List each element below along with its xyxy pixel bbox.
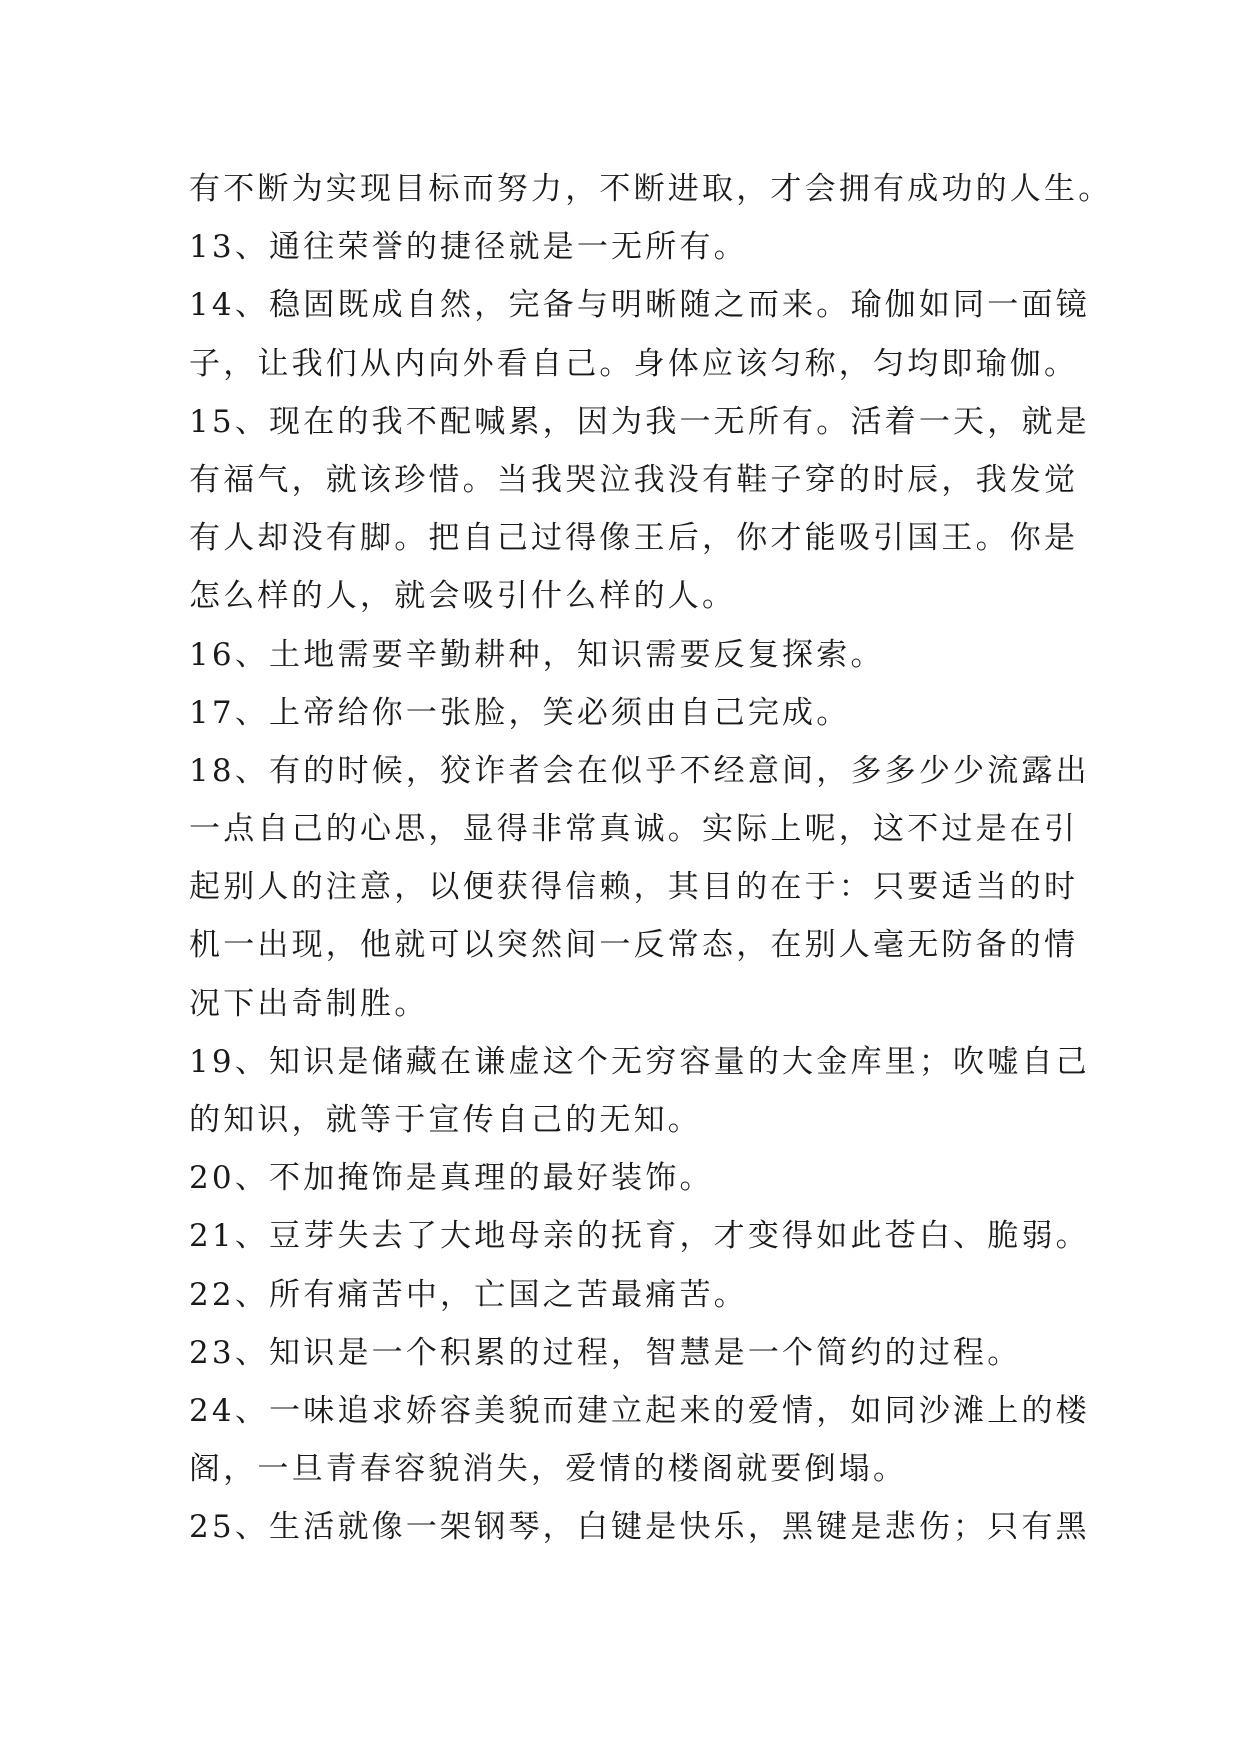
- text-line: 起别人的注意，以便获得信赖，其目的在于：只要适当的时: [189, 869, 1079, 906]
- text-line: 有人却没有脚。把自己过得像王后，你才能吸引国王。你是: [189, 520, 1079, 557]
- text-line: 况下出奇制胜。: [189, 985, 429, 1022]
- text-line: 有不断为实现目标而努力，不断进取，才会拥有成功的人生。: [189, 171, 1113, 207]
- text-line: 20、不加掩饰是真理的最好装饰。: [189, 1160, 714, 1197]
- text-line: 13、通往荣誉的捷径就是一无所有。: [189, 229, 748, 266]
- text-line: 18、有的时候，狡诈者会在似乎不经意间，多多少少流露出: [189, 752, 1090, 789]
- text-line: 22、所有痛苦中，亡国之苦最痛苦。: [189, 1276, 748, 1313]
- text-line: 有福气，就该珍惜。当我哭泣我没有鞋子穿的时辰，我发觉: [189, 461, 1079, 498]
- text-line: 14、稳固既成自然，完备与明晰随之而来。瑜伽如同一面镜: [189, 287, 1090, 324]
- text-line: 的知识，就等于宣传自己的无知。: [189, 1102, 702, 1138]
- text-line: 怎么样的人，就会吸引什么样的人。: [189, 578, 737, 615]
- text-line: 一点自己的心思，显得非常真诚。实际上呢，这不过是在引: [189, 811, 1079, 848]
- text-line: 23、知识是一个积累的过程，智慧是一个简约的过程。: [189, 1334, 1022, 1371]
- body-text: [189, 160, 1113, 1557]
- text-line: 16、土地需要辛勤耕种，知识需要反复探索。: [189, 636, 885, 673]
- text-line: 15、现在的我不配喊累，因为我一无所有。活着一天，就是: [189, 403, 1090, 440]
- text-line: 24、一味追求娇容美貌而建立起来的爱情，如同沙滩上的楼: [189, 1392, 1090, 1429]
- text-line: 子，让我们从内向外看自己。身体应该匀称，匀均即瑜伽。: [189, 345, 1079, 382]
- text-line: 机一出现，他就可以突然间一反常态，在别人毫无防备的情: [189, 927, 1079, 964]
- text-line: 17、上帝给你一张脸，笑必须由自己完成。: [189, 694, 851, 731]
- text-line: 阁，一旦青春容貌消失，爱情的楼阁就要倒塌。: [189, 1451, 908, 1488]
- text-line: 19、知识是储藏在谦虚这个无穷容量的大金库里；吹嘘自己: [189, 1043, 1090, 1080]
- text-line: 25、生活就像一架钢琴，白键是快乐，黑键是悲伤；只有黑: [189, 1509, 1090, 1546]
- text-line: 21、豆芽失去了大地母亲的抚育，才变得如此苍白、脆弱。: [189, 1218, 1090, 1255]
